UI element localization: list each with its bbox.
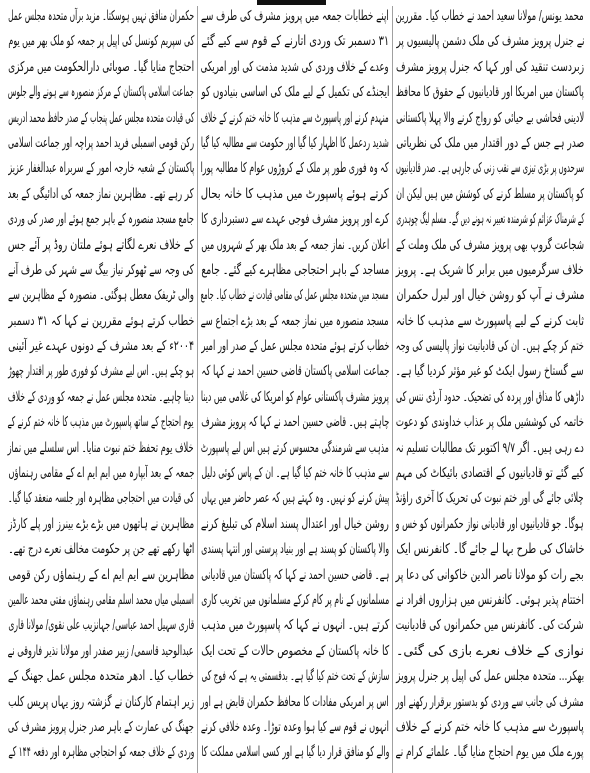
text-line — [8, 486, 194, 511]
text-line — [201, 639, 389, 664]
text-line — [396, 283, 584, 308]
text-line — [396, 80, 584, 105]
text-line-content: مشرف کی جانب سے وردی کو بدستور برقرار رکھنے اور — [395, 693, 584, 710]
text-line — [8, 639, 194, 664]
text-line-content: اس پر امریکی مفادات کا محافظ حکمران قابض ہے اور — [201, 693, 389, 710]
text-line-content: کرتے ہوئے پاسپورٹ میں مذہب کا خانہ بحال — [201, 185, 389, 202]
text-line — [8, 29, 194, 54]
text-line-content: سازش کے تحت ختم کیا گیا ہے۔ بدقسمتی یہ ہے کہ فوج کی — [201, 668, 389, 685]
text-line — [396, 486, 584, 511]
column-left — [8, 4, 194, 769]
text-line-content: کی قیادت میں احتجاجی مظاہرہ اور جلسہ منعقد کیا گیا۔ — [8, 490, 194, 507]
text-line-content: مسجد منصورہ میں نماز جمعہ کے بعد بڑے اجتماع سے — [201, 312, 389, 329]
text-line — [201, 233, 389, 258]
text-line — [396, 156, 584, 181]
text-line — [201, 55, 389, 80]
text-line — [396, 106, 584, 131]
text-line — [8, 233, 194, 258]
text-line — [396, 385, 584, 410]
text-line-content: کو پاکستان پر مسلط کرنے کی کوشش میں ہیں لیکن ان — [395, 185, 584, 202]
text-line-content: مذہب سے شرمندگی محسوس کرتے ہیں اس لیے پاسپورٹ — [200, 439, 389, 456]
text-line-content: مساجد کے باہر احتجاجی مظاہرے کیے گئے۔ جامع — [201, 261, 389, 278]
column-right — [396, 4, 584, 769]
text-line-content: وردی کے خلاف جمعہ کو احتجاجی مظاہرہ اور دفعہ ۱۴۴ کے — [8, 744, 195, 761]
text-line — [201, 436, 389, 461]
text-line-content: جامع مسجد منصورہ کے باہر جمع ہوئے اور صدر کی وردی — [8, 211, 194, 228]
text-line-content: ایجنڈے کی تکمیل کے لیے ملک کی اساسی بنیادوں کو — [201, 84, 389, 101]
text-line — [8, 182, 194, 207]
text-line-content: خطاب کرتے ہوئے متحدہ مجلس عمل کے صدر اور امیر — [201, 338, 389, 355]
text-line — [8, 690, 194, 715]
text-line-content: حکمران منافق نہیں ہوسکتا۔ مزید برآں متحدہ مجلس عمل — [8, 8, 194, 24]
text-line — [396, 715, 584, 740]
text-line — [201, 80, 389, 105]
text-line-content: قاری سہیل احمد عباسی/ جہانزیب علی نقوی/ مولانا قاری — [8, 617, 194, 634]
text-line — [201, 690, 389, 715]
text-line — [8, 563, 194, 588]
text-line — [396, 359, 584, 384]
text-line-content: پاسپورٹ سے مذہب کا خانہ ختم کرنے کے خلاف — [395, 718, 584, 735]
text-line — [8, 410, 194, 435]
text-line — [8, 80, 194, 105]
text-line-content: پیش کرنے کو نہیں۔ وہ کہتے ہیں کہ عصر حاضر میں یہاں — [200, 490, 389, 507]
text-line — [201, 106, 389, 131]
text-line-content: ۳۱ دسمبر تک وردی اتارنے کے قوم سے کیے گئے — [200, 33, 389, 50]
text-line-content: انہوں نے قوم سے کیا ہوا وعدہ توڑا۔ وعدہ خلافی کرنے — [200, 718, 389, 735]
text-line-content: کہ وہ فوری طور پر ملک کے کروڑوں عوام کا مطالبہ پورا — [201, 160, 389, 177]
text-line — [8, 461, 194, 486]
text-line-content: کیے گئے تو قادیانیوں کے اقتصادی بائیکاٹ کی مہم — [395, 465, 584, 482]
text-line-content: خطاب کیا۔ ادھر متحدہ مجلس عمل جھنگ کے — [7, 668, 194, 685]
text-line — [396, 4, 584, 29]
text-line-content: یوم احتجاج کے ساتھ پاسپورٹ میں مذہب کا خانہ ختم کرنے کے — [7, 414, 194, 431]
column-middle — [201, 4, 389, 769]
text-line-content: مشرف نے آپ کو روشن خیال اور لبرل حکمران — [395, 287, 584, 304]
text-line — [201, 537, 389, 562]
text-line-content: اٹھا رکھے تھے جن پر حکومت مخالف نعرے درج تھے۔ — [8, 541, 194, 558]
text-line — [396, 588, 584, 613]
text-line — [8, 156, 194, 181]
text-line-content: والا پاکستان کو پسند ہے اور بنیاد پرستی اور انتہا پسندی — [200, 541, 389, 558]
text-line — [8, 258, 194, 283]
text-line-content: جھنگ کی عمارت کے باہر صدر جنرل پرویز مشرف کی — [7, 718, 194, 735]
text-line — [201, 486, 389, 511]
text-line-content: نوازی کے خلاف نعرے بازی کی گئی۔ — [395, 642, 584, 659]
text-line — [201, 182, 389, 207]
text-line — [396, 131, 584, 156]
text-line — [201, 309, 389, 334]
text-line-content: بھکر... متحدہ مجلس عمل کی اپیل پر جنرل پرویز — [396, 668, 584, 685]
text-line-content: پاکستان میں امریکا اور قادیانیوں کے حقوق کا محافظ — [395, 84, 584, 101]
text-line — [396, 537, 584, 562]
text-line — [396, 334, 584, 359]
text-line-content: خلاف سرگرمیوں میں برابر کا شریک ہے۔ پرویز — [396, 261, 584, 278]
text-line — [396, 613, 584, 638]
text-line — [201, 334, 389, 359]
text-line — [201, 385, 389, 410]
text-line — [8, 512, 194, 537]
text-line-content: خاتمہ کی کوششیں ملک پر عذاب خداوندی کو دعوت — [396, 414, 584, 431]
text-line-content: ہو چکے ہیں۔ اس لیے مشرف کو فوری طور پر اقتدار چھوڑ — [8, 363, 194, 380]
text-line — [396, 258, 584, 283]
text-line-content: کی قیادت متحدہ مجلس عمل پنجاب کے صدر حافظ محمد ادریس — [8, 109, 194, 126]
text-line — [396, 563, 584, 588]
text-line-content: ۲۰۰۴ء کے بعد مشرف کے دونوں عہدے غیر آئینی — [8, 338, 194, 355]
text-line-content: بجے رات کو مولانا ناصر الدین خاکوانی کی دعا پر — [395, 566, 584, 583]
text-line-content: کے شرمناک عزائم کو شرمندہ تعبیر نہ ہونے دیں گے۔ مسلم لیگ چوہدری — [395, 211, 584, 228]
text-line-content: چاہتے ہیں۔ قاضی حسین احمد نے کہا کہ پرویز مشرف — [201, 414, 389, 431]
text-line-content: ثابت کرنے کے لیے پاسپورٹ سے مذہب کا خانہ — [395, 312, 584, 329]
text-line — [201, 258, 389, 283]
text-line — [396, 436, 584, 461]
text-line — [396, 664, 584, 689]
text-line-content: منہدم کرنے اور پاسپورٹ سے مذہب کا خانہ ختم کرنے کے خلاف — [200, 109, 389, 126]
text-line-content: شجاعت گروپ بھی پرویز مشرف کی ملک وملت کے — [396, 236, 584, 253]
text-line — [396, 309, 584, 334]
text-line — [201, 283, 389, 308]
text-line — [201, 563, 389, 588]
text-line-content: زیر اہتمام کارکنان نے گزشتہ روز یہاں پریس کلب — [8, 693, 194, 710]
text-line — [396, 55, 584, 80]
text-line-content: چلائی جائے گی اور ختم نبوت کی تحریک کا آخری راؤنڈ — [396, 490, 584, 507]
text-line-content: اسمبلی میاں محمد اسلم مقامی رہنماؤں مفتی محمد عالمین — [8, 591, 194, 608]
text-line — [396, 639, 584, 664]
text-line — [8, 385, 194, 410]
text-line-content: والی ٹریفک معطل ہوگئی۔ منصورہ کے مظاہرین سے — [8, 287, 194, 304]
text-line-content: وعدے کے خلاف وردی کی شدید مذمت کی اور امریکی — [201, 58, 389, 75]
text-line — [8, 4, 194, 29]
text-line-content: کی وجہ سے ٹھوکر نیاز بیگ سے شہر کی طرف آنے — [7, 261, 194, 278]
text-line-content: جماعت اسلامی پاکستان قاضی حسین احمد نے کہا کہ — [201, 363, 389, 380]
text-line-content: پورے ملک میں یوم احتجاج منایا گیا۔ علمائے کرام نے — [396, 744, 584, 761]
text-line — [8, 664, 194, 689]
text-line-content: زبردست تنقید کی اور کہا کہ جنرل پرویز مشرف — [396, 58, 584, 75]
text-line-content: کے خلاف نعرے لگاتے ہوئے ملتان روڈ پر آئے جس — [7, 236, 194, 253]
text-line — [8, 309, 194, 334]
text-line-content: پاکستان کے شعبہ خارجہ امور کے سربراہ عبدالغفار عزیز — [8, 160, 194, 177]
text-line-content: مظاہرین نے ہاتھوں میں بڑے بڑے بینرز اور پلے کارڈز — [8, 515, 194, 532]
text-line-content: کر رہے تھے۔ مظاہرین نماز جمعہ کی ادائیگی کے بعد — [7, 185, 194, 202]
text-line — [201, 4, 389, 29]
text-line — [8, 131, 194, 156]
text-line — [396, 410, 584, 435]
text-line-content: سرحدوں پر بڑی تیزی سے نقب زنی کی جارہی ہے۔ صدر قادیانیوں — [395, 160, 584, 177]
text-line — [8, 740, 194, 765]
text-line-content: سے مذہب کا خانہ ختم کیا گیا ہے۔ ان کے پاس کوئی دلیل — [201, 465, 389, 482]
text-line — [396, 182, 584, 207]
text-line-content: اعلان کریں۔ نماز جمعہ کے بعد ملک بھر کے شہروں میں — [201, 236, 389, 253]
text-line-content: دے رہی ہیں۔ اگر ۹/۷ اکتوبر تک مطالبات تسلیم نہ — [396, 439, 584, 456]
text-line — [201, 664, 389, 689]
text-line — [201, 613, 389, 638]
text-line-content: نے جنرل پرویز مشرف کی ملک دشمن پالیسیوں پر — [395, 33, 584, 50]
text-line — [8, 715, 194, 740]
text-line — [396, 512, 584, 537]
text-line — [8, 359, 194, 384]
text-line-content: والے کو منافق قرار دیا گیا ہے اور کسی اسلامی مملکت کا — [201, 744, 389, 761]
text-line-content: اپنے خطابات جمعہ میں پرویز مشرف کی طرف سے — [201, 8, 389, 24]
text-line — [8, 55, 194, 80]
text-line-content: عبدالوحید قاسمی/ زبیر صفدر اور مولانا نذیر فاروقی نے — [7, 642, 194, 659]
text-line — [201, 29, 389, 54]
text-line — [396, 740, 584, 765]
text-line-content: کی سپریم کونسل کی اپیل پر جمعہ کو ملک بھر میں یوم — [7, 33, 194, 50]
text-line — [8, 334, 194, 359]
text-line — [8, 207, 194, 232]
text-line-content: خلاف یوم تحفظ ختم نبوت منایا۔ اس سلسلے میں نماز — [8, 439, 194, 456]
text-line-content: رکن قومی اسمبلی فرید احمد پراچہ اور جماعت اسلامی — [7, 134, 194, 151]
text-line — [201, 131, 389, 156]
text-line-content: شدید ردعمل کا اظہار کیا گیا اور حکومت سے مطالبہ کیا گیا — [200, 134, 389, 151]
text-line — [201, 156, 389, 181]
text-line-content: مسجد میں متحدہ مجلس عمل کی مقامی قیادت نے خطاب کیا۔ جامع — [201, 287, 389, 304]
text-line — [8, 436, 194, 461]
text-line — [201, 461, 389, 486]
text-line-content: روشن خیال اور اعتدال پسند اسلام کی تبلیغ کرنے — [201, 515, 389, 532]
text-line — [201, 740, 389, 765]
text-line-content: شرکت کی۔ کانفرنس میں حکمرانوں کی قادیانیت — [396, 617, 584, 634]
text-line-content: لادینی فحاشی بے حیائی کو رواج کرنے والا پہلا پاکستانی — [395, 109, 584, 126]
text-line — [396, 461, 584, 486]
text-line-content: صدر ہے جس کے دور اقتدار میں ملک کی نظریاتی — [396, 134, 584, 151]
text-line — [8, 537, 194, 562]
text-line-content: خاشاک کی طرح بہا لے جائے گا۔ کانفرنس ایک — [396, 541, 584, 558]
text-line — [396, 233, 584, 258]
text-line-content: پرویز مشرف پاکستانی عوام کو امریکا کی غلامی میں دینا — [200, 388, 389, 405]
text-line — [8, 588, 194, 613]
text-line — [8, 106, 194, 131]
text-line-content: کرے اور پرویز مشرف فوجی عہدے سے دستبرداری کا — [200, 211, 389, 228]
text-line-content: کا خانہ پاکستان کے مخصوص حالات کے تحت ایک — [200, 642, 389, 659]
text-line — [8, 613, 194, 638]
text-line — [201, 588, 389, 613]
text-line — [201, 359, 389, 384]
text-line-content: ہے۔ قاضی حسین احمد نے کہا کہ پاکستان میں قادیانی — [200, 566, 389, 583]
text-line-content: جماعت اسلامی پاکستان کے مرکز منصورہ سے ہونے والے جلوس — [8, 84, 194, 101]
text-line-content: جمعہ کے بعد آبپارہ میں ایم ایم اے کے مقامی رہنماؤں — [7, 465, 194, 482]
text-line-content: مسلمانوں کے نام پر کام کرکے مسلمانوں میں تخریب کاری — [201, 591, 389, 608]
text-line-content: ختم کر چکے ہیں۔ ان کی قادیانیت نواز پالیسی کی وجہ — [396, 338, 584, 355]
text-line — [8, 283, 194, 308]
text-line-content: سے گستاخ رسول ایکٹ کو غیر مؤثر کردیا گیا ہے۔ — [396, 363, 584, 380]
text-line-content: محمد یونس/ مولانا سعید احمد نے خطاب کیا۔ مقررین — [395, 8, 584, 24]
text-line — [396, 29, 584, 54]
text-line-content: ہوگا۔ جو قادیانیوں اور قادیانی نواز حکمرانوں کو خس و — [396, 515, 584, 532]
text-line-content: داڑھی کا مذاق اور پردہ کی تضحیک۔ حدود آرڈی ننس کی — [395, 388, 584, 405]
text-line — [396, 690, 584, 715]
text-line — [396, 207, 584, 232]
text-line-content: خطاب کرتے ہوئے مقررین نے کہا کہ ۳۱ دسمبر — [7, 312, 194, 329]
text-line — [201, 410, 389, 435]
text-line-content: کرتے ہیں۔ انہوں نے کہا کہ پاسپورٹ میں مذہب — [200, 617, 389, 634]
text-line — [201, 207, 389, 232]
text-line-content: مظاہرین سے ایم ایم اے کے رہنماؤں رکن قومی — [8, 566, 194, 583]
text-line-content: دینا چاہیے۔ متحدہ مجلس عمل نے جمعہ کو وردی کے خلاف — [7, 388, 194, 405]
text-line-content: احتجاج منایا گیا۔ صوبائی دارالحکومت میں مرکزی — [7, 58, 194, 75]
text-line — [201, 512, 389, 537]
text-line-content: اختتام پذیر ہوئی۔ کانفرنس میں ہزاروں افراد نے — [396, 591, 584, 608]
text-line — [201, 715, 389, 740]
